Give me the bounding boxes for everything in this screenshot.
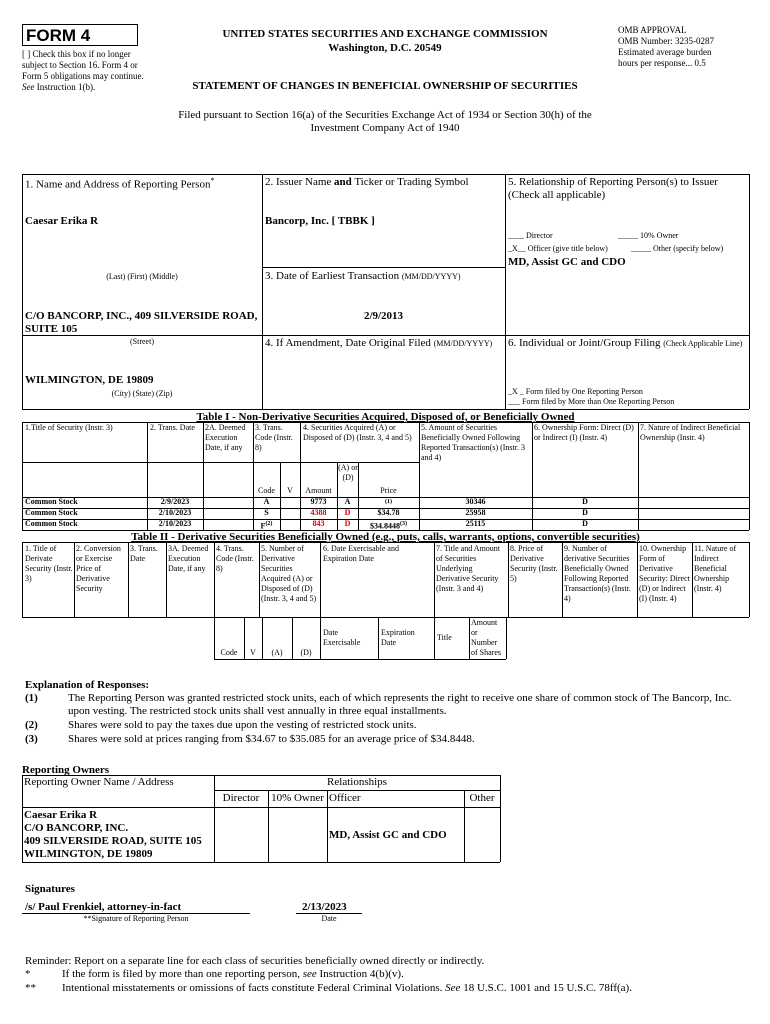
t2-col-code: 4. Trans. Code (Instr. 8) bbox=[216, 544, 254, 573]
filing-one-person: _X _ Form filed by One Reporting Person bbox=[508, 387, 643, 396]
explanation-text: Shares were sold at prices ranging from $34.67 to $35.085 for an average price of $34.8448. bbox=[68, 733, 475, 745]
row-amount: 4388 bbox=[310, 508, 327, 517]
row-amount: 9773 bbox=[310, 497, 327, 506]
city-hint: (City) (State) (Zip) bbox=[111, 389, 173, 398]
row-price: $34.8448$^{(3)}$ bbox=[370, 521, 407, 531]
sec-name: UNITED STATES SECURITIES AND EXCHANGE COMMISSION bbox=[222, 28, 548, 40]
relationship-officer: _X__ Officer (give title below) bbox=[508, 244, 608, 253]
t1-col-form: 6. Ownership Form: Direct (D) or Indirect (I) (Instr. 4) bbox=[534, 423, 634, 442]
row-trans-date: 2/10/2023 bbox=[158, 508, 192, 517]
t2-sub-amount: Amount or Number of Shares bbox=[471, 618, 501, 657]
checkbox-note: [ ] Check this box if no longer subject to Section 16. Form 4 or Form 5 obligations may continue. See Instruction 1(b). bbox=[22, 49, 144, 92]
t1-col-code: 3. Trans. Code (Instr. 8) bbox=[255, 423, 293, 452]
issuer-label: 2. Issuer Name and Ticker or Trading Symbol bbox=[265, 176, 469, 188]
row-trans-code: $F^{(2)}$ bbox=[260, 521, 273, 531]
signature-date-caption: Date bbox=[321, 914, 337, 923]
t1-col-deemed: 2A. Deemed Execution Date, if any bbox=[205, 423, 246, 452]
row-ownership-form: D bbox=[582, 519, 588, 528]
t2-col-form: 10. Ownership Form of Derivative Security: Direct (D) or Indirect (I) (Instr. 4) bbox=[639, 544, 690, 603]
officer-title: MD, Assist GC and CDO bbox=[508, 256, 626, 268]
filing-multiple-persons: ___ Form filed by More than One Reporting Person bbox=[508, 397, 675, 406]
earliest-transaction-date: 2/9/2013 bbox=[363, 310, 404, 322]
issuer-name: Bancorp, Inc. [ TBBK ] bbox=[265, 215, 375, 227]
explanation-number: (3) bbox=[25, 733, 38, 745]
t1-sub-code: Code bbox=[258, 486, 275, 495]
row-owned-following: 30346 bbox=[465, 497, 486, 506]
t2-col-conversion: 2. Conversion or Exercise Price of Derivative Security bbox=[76, 544, 121, 593]
t2-col-nature: 11. Nature of Indirect Beneficial Ownership (Instr. 4) bbox=[694, 544, 737, 593]
owners-col-name: Reporting Owner Name / Address bbox=[24, 776, 174, 788]
explanation-text: Shares were sold to pay the taxes due upon the vesting of restricted stock units. bbox=[68, 719, 417, 731]
signatures-title: Signatures bbox=[25, 883, 75, 895]
reporting-person-city: WILMINGTON, DE 19809 bbox=[25, 374, 154, 386]
row-ownership-form: D bbox=[582, 497, 588, 506]
owners-col-relationships: Relationships bbox=[327, 776, 387, 788]
t1-sub-ad: (A) or (D) bbox=[338, 463, 358, 482]
t1-col-acquired: 4. Securities Acquired (A) or Disposed of (D) (Instr. 3, 4 and 5) bbox=[303, 423, 412, 442]
omb-approval: OMB APPROVAL OMB Number: 3235-0287 Estimated average burden hours per response... 0.5 bbox=[618, 25, 714, 68]
t2-col-deemed: 3A. Deemed Execution Date, if any bbox=[168, 544, 209, 573]
street-hint: (Street) bbox=[130, 337, 154, 346]
relationship-10-owner: _____ 10% Owner bbox=[618, 231, 679, 240]
reporting-person-street: C/O BANCORP, INC., 409 SILVERSIDE ROAD, SUITE 105 bbox=[25, 310, 258, 335]
t2-col-owned: 9. Number of derivative Securities Beneficially Owned Following Reported Transaction(s) (Instr. 4) bbox=[564, 544, 631, 603]
t1-col-date: 2. Trans. Date bbox=[150, 423, 195, 432]
row-security-title: Common Stock bbox=[25, 519, 78, 528]
row-security-title: Common Stock bbox=[25, 497, 78, 506]
t2-sub-code: Code bbox=[220, 648, 238, 657]
table2-title: Table II - Derivative Securities Beneficially Owned (e.g., puts, calls, warrants, options, convertible securities) bbox=[131, 531, 640, 543]
signer-name: /s/ Paul Frenkiel, attorney-in-fact bbox=[25, 901, 182, 913]
footnote-star2-text: Intentional misstatements or omissions of facts constitute Federal Criminal Violations. See 18 U.S.C. 1001 and 15 U.S.C. 78ff(a). bbox=[62, 982, 632, 994]
signature-date: 2/13/2023 bbox=[302, 901, 347, 913]
t2-col-underlying: 7. Title and Amount of Securities Underlying Derivative Security (Instr. 3 and 4) bbox=[436, 544, 501, 593]
form-title: FORM 4 bbox=[26, 26, 91, 45]
relationship-other: _____ Other (specify below) bbox=[631, 244, 724, 253]
t1-sub-v: V bbox=[287, 486, 293, 495]
row-acquired-disposed: D bbox=[344, 519, 351, 528]
reporting-person-name: Caesar Erika R bbox=[25, 215, 99, 227]
row-price-footnote: (3) bbox=[400, 521, 407, 527]
t2-col-number: 5. Number of Derivative Securities Acquired (A) or Disposed of (D) (Instr. 3, 4 and 5) bbox=[261, 544, 317, 603]
filing-type-label: 6. Individual or Joint/Group Filing (Check Applicable Line) bbox=[508, 337, 743, 349]
explanation-text: The Reporting Person was granted restricted stock units, each of which represents the right to receive one share of common stock of The Bancorp, Inc. upon vesting. The restricted stock units shall vest annually in three equal installments. bbox=[68, 692, 732, 717]
t2-col-date: 3. Trans. Date bbox=[130, 544, 158, 563]
reporting-person-label: 1. Name and Address of Reporting Person* bbox=[25, 176, 215, 191]
statement-title: STATEMENT OF CHANGES IN BENEFICIAL OWNERSHIP OF SECURITIES bbox=[192, 80, 578, 92]
owners-col-other: Other bbox=[469, 792, 495, 804]
row-trans-date: 2/9/2023 bbox=[160, 497, 190, 506]
form-title-box bbox=[22, 24, 138, 46]
row-trans-code: S bbox=[264, 508, 269, 517]
row-owned-following: 25958 bbox=[465, 508, 486, 517]
signer-caption: **Signature of Reporting Person bbox=[83, 914, 189, 923]
owner-officer-title: MD, Assist GC and CDO bbox=[329, 829, 447, 841]
footnote-star2: ** bbox=[25, 982, 36, 994]
t2-sub-d: (D) bbox=[300, 648, 312, 657]
t2-col-title: 1. Title of Derivate Security (Instr. 3) bbox=[25, 544, 73, 583]
row-price-footnote: (1) bbox=[385, 499, 392, 505]
earliest-transaction-label: 3. Date of Earliest Transaction (MM/DD/YYYY) bbox=[265, 270, 461, 282]
row-security-title: Common Stock bbox=[25, 508, 78, 517]
reminder-text: Reminder: Report on a separate line for each class of securities beneficially owned directly or indirectly. bbox=[25, 955, 485, 967]
row-trans-code: A bbox=[263, 497, 270, 506]
t2-sub-expiration: Expiration Date bbox=[381, 628, 415, 647]
name-format-hint: (Last) (First) (Middle) bbox=[106, 272, 178, 281]
t1-col-owned: 5. Amount of Securities Beneficially Owned Following Reported Transaction(s) (Instr. 3 and 4) bbox=[421, 423, 525, 462]
explanation-number: (1) bbox=[25, 692, 38, 704]
sec-city: Washington, D.C. 20549 bbox=[328, 42, 442, 54]
row-ownership-form: D bbox=[582, 508, 588, 517]
row-price: $34.78 bbox=[377, 508, 400, 517]
row-acquired-disposed: D bbox=[344, 508, 351, 517]
row-acquired-disposed: A bbox=[344, 497, 351, 506]
table1-title: Table I - Non-Derivative Securities Acquired, Disposed of, or Beneficially Owned bbox=[196, 411, 575, 423]
relationship-director: ____ Director bbox=[508, 231, 553, 240]
filed-pursuant: Filed pursuant to Section 16(a) of the Securities Exchange Act of 1934 or Section 30(h) of the Investment Company Act of 1940 bbox=[178, 109, 592, 134]
row-amount: 843 bbox=[312, 519, 325, 528]
footnote-star1: * bbox=[25, 968, 31, 980]
t1-sub-amount: Amount bbox=[305, 486, 332, 495]
explanation-title: Explanation of Responses: bbox=[25, 679, 150, 691]
owner-name-address: Caesar Erika R C/O BANCORP, INC. 409 SILVERSIDE ROAD, SUITE 105 WILMINGTON, DE 19809 bbox=[24, 809, 202, 860]
t2-sub-title: Title bbox=[437, 633, 452, 642]
amendment-label: 4. If Amendment, Date Original Filed (MM/DD/YYYY) bbox=[265, 337, 493, 349]
t2-col-price: 8. Price of Derivative Security (Instr. 5) bbox=[510, 544, 558, 583]
explanation-number: (2) bbox=[25, 719, 38, 731]
t2-col-exercisable: 6. Date Exercisable and Expiration Date bbox=[323, 544, 399, 563]
t1-col-title: 1.Title of Security (Instr. 3) bbox=[25, 423, 113, 432]
row-trans-date: 2/10/2023 bbox=[158, 519, 192, 528]
t2-sub-v: V bbox=[250, 648, 256, 657]
row-code-footnote: (2) bbox=[265, 521, 273, 527]
t1-sub-price: Price bbox=[380, 486, 397, 495]
owners-col-10-owner: 10% Owner bbox=[271, 792, 324, 804]
reporting-owners-title: Reporting Owners bbox=[22, 764, 110, 776]
relationship-label: 5. Relationship of Reporting Person(s) to Issuer (Check all applicable) bbox=[508, 176, 718, 201]
t1-col-nature: 7. Nature of Indirect Beneficial Ownership (Instr. 4) bbox=[640, 423, 741, 442]
owners-col-officer: Officer bbox=[329, 792, 361, 804]
t2-sub-a: (A) bbox=[271, 648, 283, 657]
row-owned-following: 25115 bbox=[465, 519, 486, 528]
t2-sub-date-exercisable: Date Exercisable bbox=[323, 628, 361, 647]
footnote-star1-text: If the form is filed by more than one reporting person, see Instruction 4(b)(v). bbox=[62, 968, 404, 980]
owners-col-director: Director bbox=[222, 792, 260, 804]
